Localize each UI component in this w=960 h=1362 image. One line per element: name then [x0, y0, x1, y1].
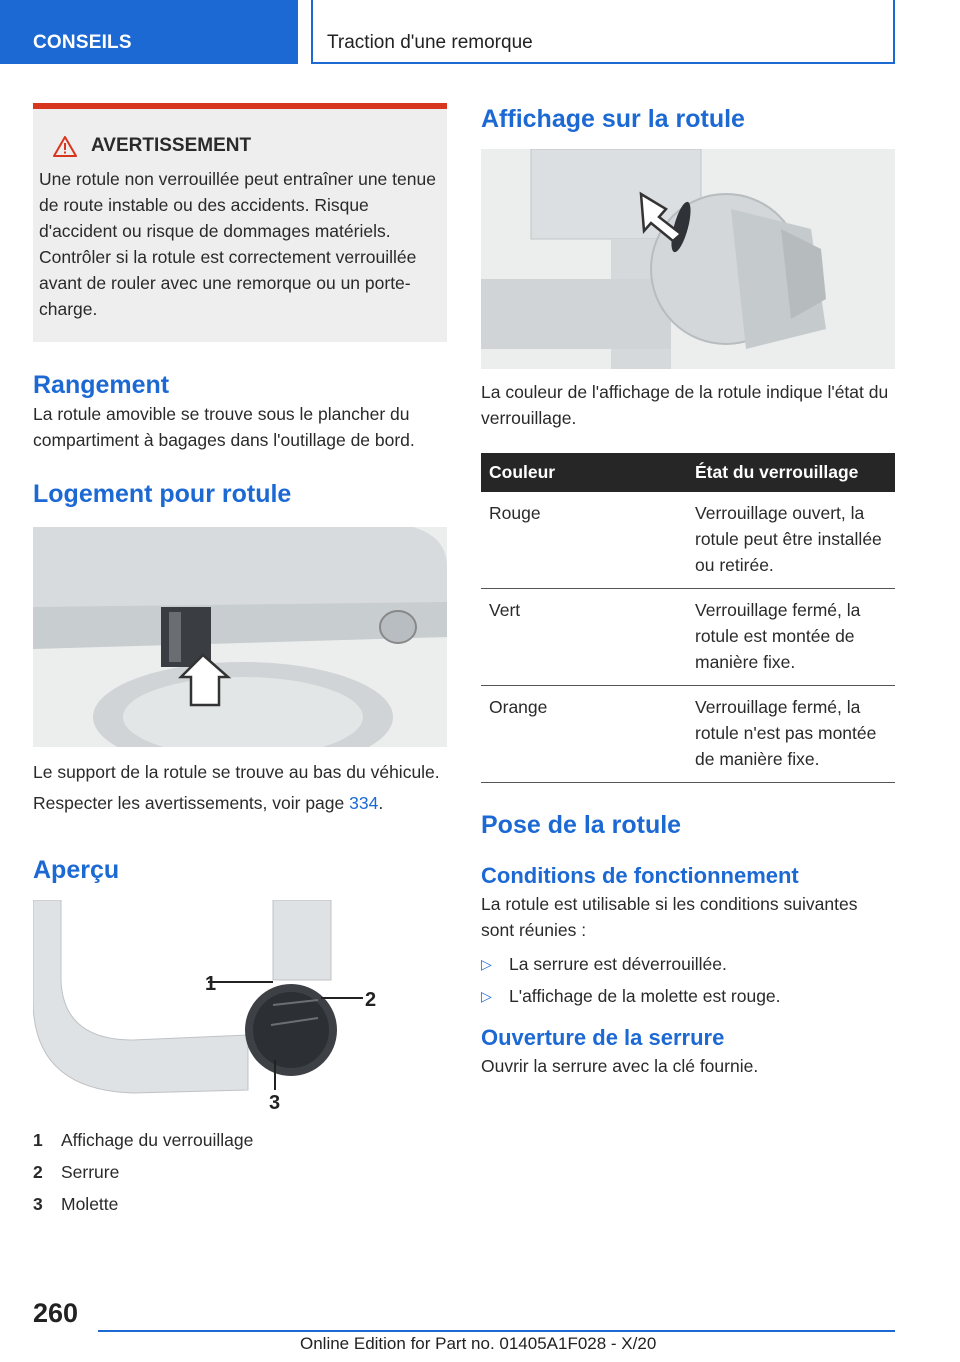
logement-heading: Logement pour rotule [33, 480, 292, 508]
rangement-text: La rotule amovible se trouve sous le plancher du compartiment à bagages dans l'outillage de bord. [33, 404, 415, 450]
table-row [481, 492, 895, 589]
pose-heading: Pose de la rotule [481, 811, 682, 839]
chapter-title: Traction d'une remorque [311, 0, 895, 64]
table-header-status: État du verrouillage [687, 453, 895, 492]
conditions-list [481, 951, 895, 1009]
warning-title: AVERTISSEMENT [91, 135, 252, 156]
ouverture-heading: Ouverture de la serrure [481, 1025, 725, 1050]
conditions-heading: Conditions de fonctionnement [481, 863, 799, 888]
logement-respect: Respecter les avertissements, voir page 334. [33, 793, 384, 813]
table-header-color: Couleur [481, 453, 687, 492]
lock-indicator-illustration [481, 149, 895, 369]
warning-triangle-icon [53, 136, 77, 157]
table-cell-status: Verrouillage fermé, la rotule est montée de manière fixe. [687, 589, 895, 686]
table-row [481, 589, 895, 686]
triangle-bullet-icon: ▷ [481, 988, 492, 1004]
list-item: ▷ La serrure est déverrouillée. [481, 951, 895, 977]
conditions-text: La rotule est utilisable si les conditions suivantes sont réunies : [481, 894, 858, 940]
affichage-caption: La couleur de l'affichage de la rotule indique l'état du verrouillage. [481, 382, 889, 428]
triangle-bullet-icon: ▷ [481, 956, 492, 972]
callout-3: 3 [269, 1092, 281, 1114]
footer-edition: Online Edition for Part no. 01405A1F028 - X/20 [300, 1334, 657, 1353]
table-cell-color: Rouge [481, 492, 687, 589]
table-cell-status: Verrouillage fermé, la rotule n'est pas montée de manière fixe. [687, 686, 895, 783]
section-tab: CONSEILS [0, 0, 298, 64]
apercu-legend [33, 1124, 447, 1220]
table-cell-status: Verrouillage ouvert, la rotule peut être installée ou retirée. [687, 492, 895, 589]
logement-caption: Le support de la rotule se trouve au bas du véhicule. [33, 762, 440, 782]
left-column [33, 103, 447, 1220]
legend-item: 1 Affichage du verrouillage [33, 1130, 254, 1150]
ouverture-text: Ouvrir la serrure avec la clé fournie. [481, 1056, 759, 1076]
table-row [481, 686, 895, 783]
callout-1: 1 [205, 973, 217, 995]
apercu-heading: Aperçu [33, 856, 120, 884]
lock-status-table [481, 453, 895, 783]
warning-text: Une rotule non verrouillée peut entraîner une tenue de route instable ou des accidents. Risque d'accident ou risque de dommages matériels. Contrôler si la rotule est correctement verrouillée avant de rouler avec une remorque ou un porte-charge. [39, 169, 436, 319]
table-header-row [481, 453, 895, 492]
rangement-heading: Rangement [33, 371, 170, 399]
page-number: 260 [33, 1298, 79, 1328]
callout-2: 2 [365, 989, 377, 1011]
warning-header [53, 135, 439, 157]
trailer-ball-overview-illustration [33, 900, 447, 1114]
table-cell-color: Vert [481, 589, 687, 686]
hitch-mount-illustration [33, 527, 447, 747]
table-cell-color: Orange [481, 686, 687, 783]
affichage-heading: Affichage sur la rotule [481, 105, 745, 133]
right-column [481, 103, 895, 1079]
warning-box [33, 103, 447, 342]
legend-item: 3 Molette [33, 1194, 119, 1214]
legend-item: 2 Serrure [33, 1162, 120, 1182]
list-item: ▷ L'affichage de la molette est rouge. [481, 983, 895, 1009]
page-reference-link[interactable]: 334 [349, 793, 379, 813]
footer-divider [98, 1330, 895, 1332]
